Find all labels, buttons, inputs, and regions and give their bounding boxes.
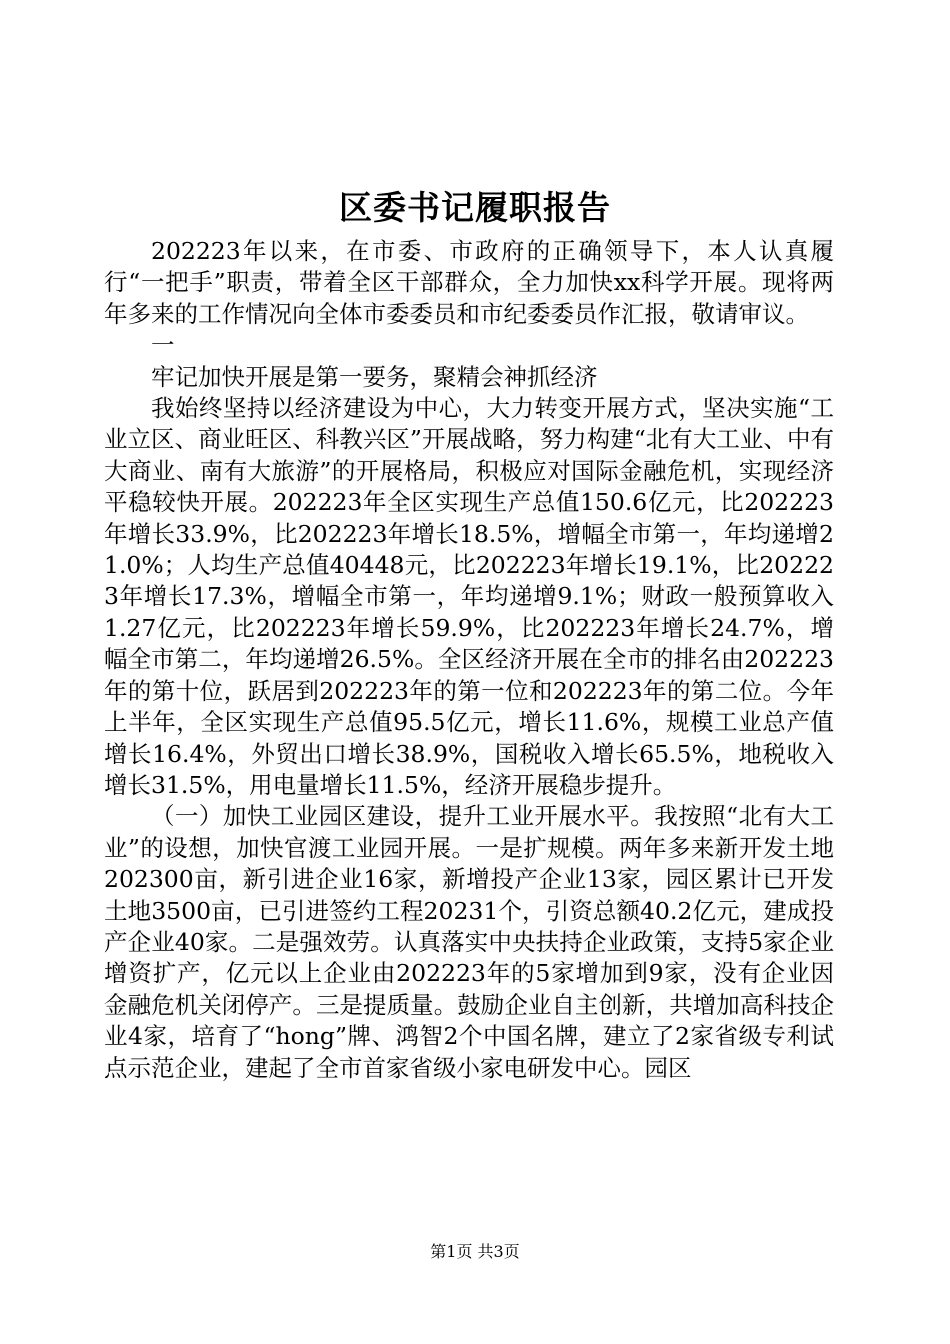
paragraph-economy: 我始终坚持以经济建设为中心，大力转变开展方式，坚决实施“工业立区、商业旺区、科教兴区”开展战略，努力构建“北有大工业、中有大商业、南有大旅游”的开展格局，积极应对国际金融危机，实现经济平稳较快开展。202223年全区实现生产总值150.6亿元，比202223年增长33.9%，比202223年增长18.5%，增幅全市第一，年均递增21.0%；人均生产总值40448元，比202223年增长19.1%，比202223年增长17.3%，增幅全市第一，年均递增9.1%；财政一般预算收入1.27亿元，比202223年增长59.9%，比202223年增长24.7%，增幅全市第二，年均递增26.5%。全区经济开展在全市的排名由202223年的第十位，跃居到202223年的第一位和202223年的第二位。今年上半年，全区实现生产总值95.5亿元，增长11.6%，规模工业总产值增长16.4%，外贸出口增长38.9%，国税收入增长65.5%，地税收入增长31.5%，用电量增长11.5%，经济开展稳步提升。 <box>104 394 834 799</box>
section-number: 一 <box>151 331 175 360</box>
section-heading: 牢记加快开展是第一要务，聚精会神抓经济 <box>151 362 598 391</box>
page-footer: 第1页 共3页 <box>430 1242 520 1261</box>
paragraph-intro: 202223年以来，在市委、市政府的正确领导下，本人认真履行“一把手”职责，带着全区干部群众，全力加快xx科学开展。现将两年多来的工作情况向全体市委委员和市纪委委员作汇报，敬请审议。 <box>104 237 834 328</box>
document-title: 区委书记履职报告 <box>339 188 611 227</box>
document-body <box>104 236 834 1084</box>
paragraph-industrial-park: （一）加快工业园区建设，提升工业开展水平。我按照“北有大工业”的设想，加快官渡工业园开展。一是扩规模。两年多来新开发土地202300亩，新引进企业16家，新增投产企业13家，园区累计已开发土地3500亩，已引进签约工程20231个，引资总额40.2亿元，建成投产企业40家。二是强效劳。认真落实中央扶持企业政策，支持5家企业增资扩产，亿元以上企业由202223年的5家增加到9家，没有企业因金融危机关闭停产。三是提质量。鼓励企业自主创新，共增加高科技企业4家，培育了“hong”牌、鸿智2个中国名牌，建立了2家省级专利试点示范企业，建起了全市首家省级小家电研发中心。园区 <box>104 802 834 1082</box>
